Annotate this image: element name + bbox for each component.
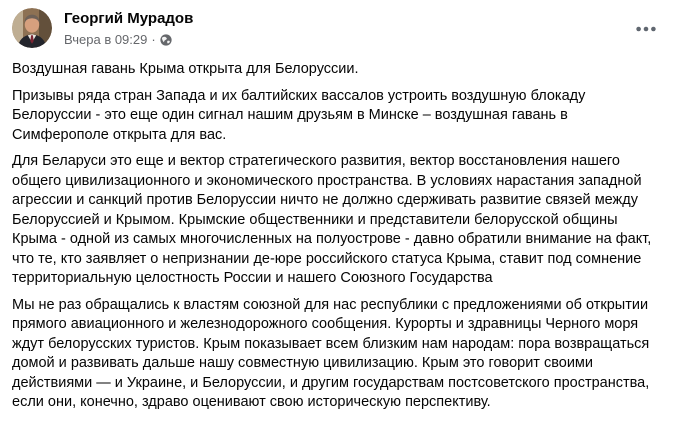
post-paragraph-4: Мы не раз обращались к властям союзной для нас республики с предложениями об открытии прямого авиационного и железнодорожного сообщения. Курорты и здравницы Черного моря ждут белорусских туристов. Крым показывает всем близким нам народам: пора возвращаться домой и развивать дальше нашу совместную цивилизацию. Крым это говорит своими действиями — и Украине, и Белоруссии, и другим государствам постсоветского пространства, если они, конечно, здраво оценивают свою историческую перспективу.	[12, 296, 650, 410]
avatar[interactable]	[12, 8, 52, 48]
timestamp[interactable]: Вчера в 09:29	[64, 32, 148, 47]
ellipsis-icon	[636, 26, 656, 32]
post-text	[0, 48, 674, 413]
meta-separator: ·	[151, 32, 156, 47]
globe-icon	[160, 34, 172, 46]
post-meta	[64, 31, 193, 48]
avatar-image	[12, 8, 52, 48]
post-paragraph-3: Для Беларуси это еще и вектор стратегического развития, вектор восстановления нашего общего цивилизационного и экономического пространства. В условиях нарастания западной агрессии и санкций против Белоруссии ничто не должно сдерживать развитие связей между Белоруссией и Крымом. Крымские общественники и представители белорусской общины Крыма - одной из самых многочисленных на полуострове - давно обратили внимание на факт, что те, кто заявляет о непризнании де-юре российского статуса Крыма, ставит под сомнение территориальную целостность России и нашего Союзного Государства	[12, 153, 652, 286]
post-paragraph-2: Призывы ряда стран Запада и их балтийских вассалов устроить воздушную блокаду Белоруссии - это еще один сигнал нашим друзьям в Минске – воздушная гавань в Симферополе открыта для вас.	[12, 87, 586, 143]
post-header	[0, 0, 674, 48]
post-options-button[interactable]	[628, 17, 664, 41]
post-header-info	[64, 8, 193, 48]
post-paragraph-1: Воздушная гавань Крыма открыта для Белоруссии.	[12, 61, 359, 77]
author-name[interactable]: Георгий Мурадов	[64, 10, 194, 27]
